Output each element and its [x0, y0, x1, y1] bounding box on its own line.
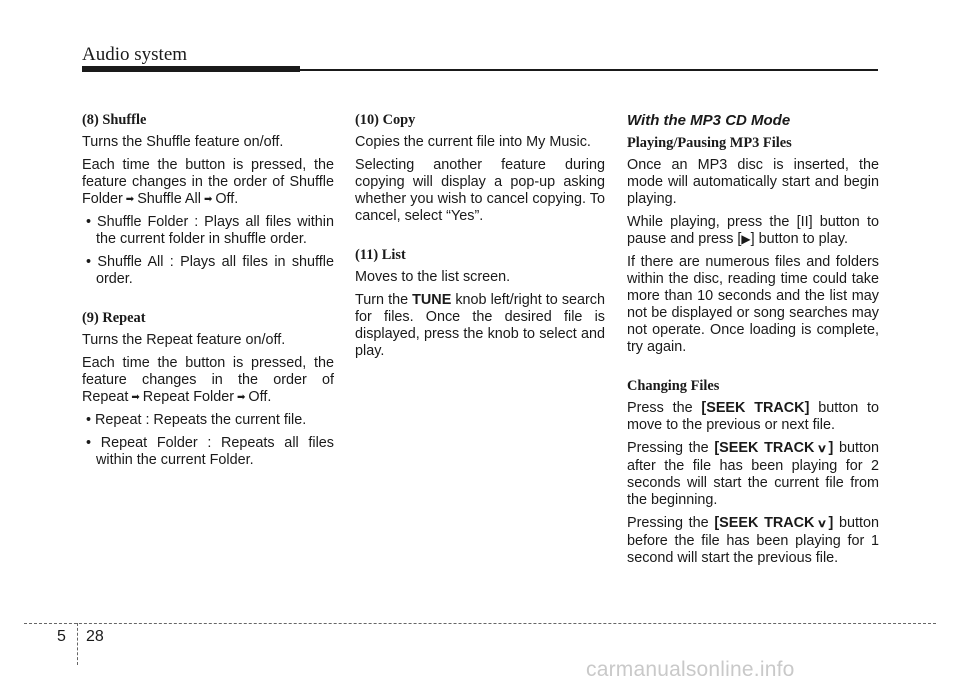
- mp3-mode-heading: With the MP3 CD Mode: [627, 112, 791, 129]
- list-text-post: knob left/right to search for files. Once the desired file is displayed, press the knob to select and play.: [355, 292, 606, 359]
- shuffle-heading: (8) Shuffle: [82, 112, 147, 128]
- repeat-bullet-file: • Repeat : Repeats the current file.: [86, 412, 307, 428]
- playing-loading-note: If there are numerous files and folders within the disc, reading time could take more than 10 seconds and the list may not be displayed or song searches may not operate. Once loading is complete, try again.: [627, 254, 879, 355]
- repeat-order-item: Repeat: [82, 389, 129, 405]
- repeat-bullet-folder: • Repeat Folder : Repeats all files within the current Folder.: [86, 435, 334, 468]
- changing-p3-pre: Pressing the: [627, 515, 709, 531]
- list-text-pre: Turn the: [355, 292, 409, 308]
- seek-track-down-key-label: [SEEK TRACK ∨]: [714, 440, 834, 456]
- changing-p1-pre: Press the: [627, 400, 693, 416]
- arrow-right-icon: ➡: [131, 392, 140, 403]
- playing-pause-play: [627, 214, 879, 248]
- tune-key-label: TUNE: [412, 292, 452, 308]
- play-icon: ▶: [741, 232, 751, 246]
- list-tune-instructions: [355, 292, 605, 360]
- play-text: ] button to play.: [750, 231, 848, 247]
- shuffle-bullet-folder: • Shuffle Folder : Plays all files within the current folder in shuffle order.: [86, 214, 334, 247]
- repeat-order-item: Repeat Folder: [142, 389, 234, 405]
- repeat-order: [82, 355, 334, 406]
- seek-track-key-label: [SEEK TRACK]: [701, 400, 810, 416]
- column-middle: [355, 112, 605, 366]
- shuffle-order-item: Shuffle All: [137, 191, 201, 207]
- shuffle-order: [82, 157, 334, 208]
- changing-p3-post: button before the file has been playing for 1 second will start the previous file.: [627, 515, 880, 566]
- changing-previous: [627, 515, 879, 567]
- column-left: [82, 112, 334, 475]
- repeat-order-item: Off.: [248, 389, 272, 405]
- chevron-down-icon: ∨: [817, 443, 828, 455]
- seek-track-down-key-label: [SEEK TRACK ∨]: [714, 515, 834, 531]
- copy-heading: (10) Copy: [355, 112, 416, 128]
- changing-p2-pre: Pressing the: [627, 440, 709, 456]
- footer-page-separator: [77, 623, 78, 665]
- repeat-order-text: Each time the button is pressed, the feature changes in the order of: [82, 355, 334, 388]
- pause-text: While playing, press the [II] button to pause and press [: [627, 214, 879, 247]
- arrow-right-icon: ➡: [125, 194, 135, 205]
- chapter-number: 5: [57, 628, 66, 645]
- section-title: Audio system: [82, 44, 188, 65]
- header-rule-thick: [82, 66, 300, 72]
- footer-divider: [24, 623, 936, 624]
- header-rule-thin: [300, 69, 878, 71]
- changing-p1-post: button to move to the previous or next file.: [627, 400, 880, 433]
- repeat-description: Turns the Repeat feature on/off.: [82, 332, 286, 348]
- playing-heading: Playing/Pausing MP3 Files: [627, 135, 792, 151]
- copy-cancel-note: Selecting another feature during copying will display a pop-up asking whether you wish to cancel copying. To cancel, select “Yes”.: [355, 157, 605, 224]
- shuffle-order-text: Each time the button is pressed, the feature changes in the order of: [82, 157, 334, 190]
- shuffle-bullet-all: • Shuffle All : Plays all files in shuffle order.: [86, 254, 334, 287]
- changing-restart: [627, 440, 879, 509]
- chevron-down-icon: ∨: [817, 518, 828, 530]
- changing-heading: Changing Files: [627, 378, 720, 394]
- arrow-right-icon: ➡: [237, 392, 246, 403]
- list-description: Moves to the list screen.: [355, 269, 511, 285]
- shuffle-order-item: Off.: [215, 191, 239, 207]
- page-number: 28: [86, 628, 104, 645]
- changing-seek: [627, 400, 879, 434]
- list-heading: (11) List: [355, 247, 406, 263]
- copy-description: Copies the current file into My Music.: [355, 134, 591, 150]
- shuffle-order-item: Shuffle Folder: [82, 174, 334, 207]
- changing-p2-post: button after the file has been playing for 2 seconds will start the current file from the beginning.: [627, 440, 880, 508]
- playing-autostart: Once an MP3 disc is inserted, the mode will automatically start and begin playing.: [627, 157, 879, 207]
- column-right: [627, 112, 879, 573]
- watermark: carmanualsonline.info: [586, 658, 795, 681]
- repeat-heading: (9) Repeat: [82, 310, 146, 326]
- shuffle-description: Turns the Shuffle feature on/off.: [82, 134, 284, 150]
- arrow-right-icon: ➡: [203, 194, 213, 205]
